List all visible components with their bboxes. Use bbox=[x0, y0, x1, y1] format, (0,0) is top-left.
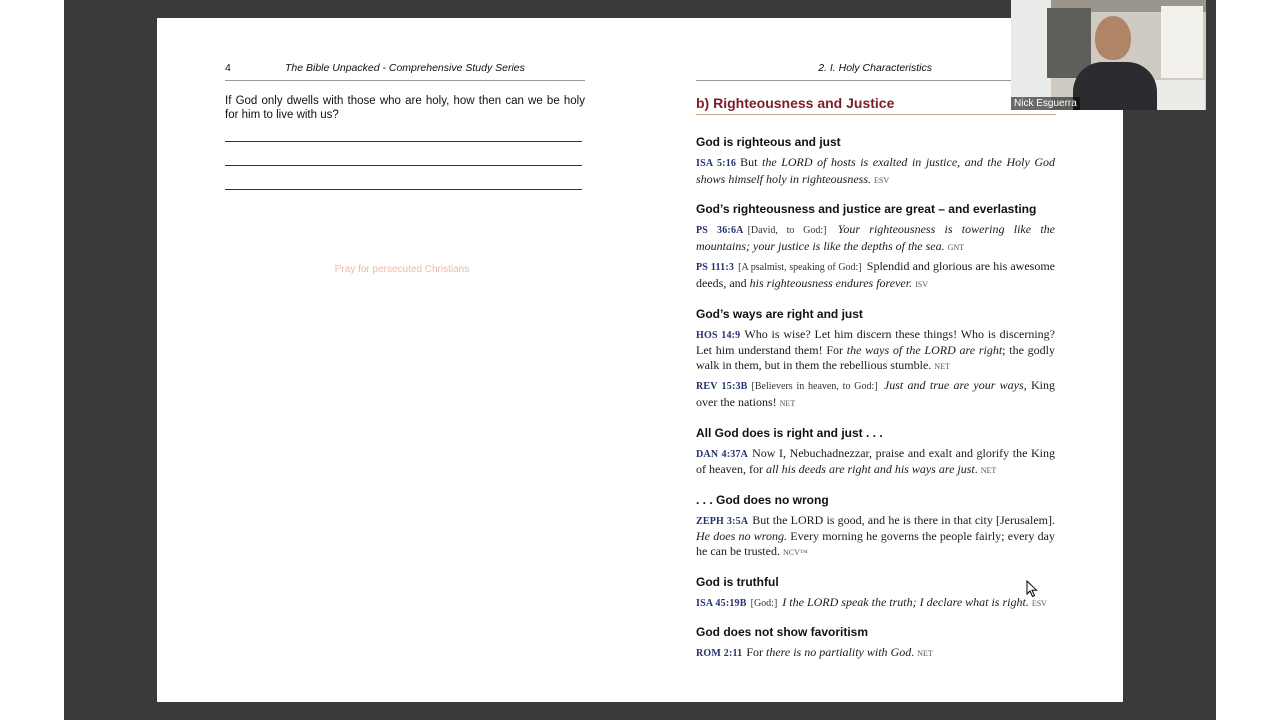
verse bbox=[696, 513, 1055, 561]
verse bbox=[696, 222, 1055, 255]
verse-group bbox=[696, 307, 1055, 412]
verse-text: He does no wrong. bbox=[696, 529, 788, 544]
verse-text: But the LORD is good, and he is there in that city bbox=[752, 512, 997, 527]
scripture-reference[interactable]: ISA 45:19B bbox=[696, 597, 747, 609]
group-heading: God does not show favoritism bbox=[696, 625, 869, 640]
cursor-arrow-icon bbox=[1026, 580, 1038, 598]
scripture-reference[interactable]: DAN 4:37A bbox=[696, 448, 749, 460]
translation-version: NCV™ bbox=[782, 547, 808, 557]
verse-text: the LORD of hosts is exalted in justice, and the Holy God shows himself holy in righteousness. bbox=[696, 155, 1055, 186]
group-heading: God is truthful bbox=[696, 574, 779, 589]
verse-text: I the LORD speak the truth; I declare what is right. bbox=[782, 594, 1029, 609]
scripture-reference[interactable]: PS 36:6A bbox=[696, 225, 744, 237]
right-page-header bbox=[696, 62, 1056, 81]
verse-text: Just and true are your ways bbox=[883, 378, 1024, 393]
verse-text: Who is wise? Let him discern these things! Who is discerning? Let him understand them! For bbox=[696, 326, 1055, 358]
verse-text: Your righteousness is towering like the mountains; your justice is like the depths of the sea. bbox=[696, 222, 1055, 253]
answer-line bbox=[225, 141, 582, 142]
scripture-reference[interactable]: ROM 2:11 bbox=[696, 648, 743, 660]
translation-version: NET bbox=[779, 398, 796, 408]
left-margin bbox=[0, 0, 64, 720]
verse bbox=[696, 378, 1055, 411]
verse-text: For bbox=[746, 645, 766, 660]
right-margin bbox=[1216, 0, 1280, 720]
group-heading: God’s ways are right and just bbox=[696, 306, 863, 321]
verse-text: . bbox=[911, 645, 915, 660]
translation-version: NET bbox=[934, 361, 950, 371]
background-window bbox=[1011, 0, 1051, 110]
series-title: The Bible Unpacked - Comprehensive Study Series bbox=[285, 62, 525, 74]
group-heading: All God does is right and just . . . bbox=[696, 425, 883, 440]
translation-version: GNT bbox=[947, 242, 965, 252]
watermark: Pray for persecuted Christians bbox=[334, 264, 470, 275]
verse-text: Every morning he governs the people fairly; every day he can be trusted. bbox=[696, 529, 1056, 558]
verse-text: ; the godly walk in them, but in them the rebellious stumble. bbox=[696, 343, 1055, 372]
section-title: b) Righteousness and Justice bbox=[696, 95, 1056, 115]
verse-context: [A psalmist, speaking of God:] bbox=[738, 262, 862, 274]
verse-group bbox=[696, 135, 1055, 188]
answer-line bbox=[225, 165, 582, 166]
participant-body bbox=[1073, 62, 1157, 110]
verse bbox=[696, 446, 1055, 479]
page-number: 4 bbox=[225, 62, 231, 74]
verse-group bbox=[696, 426, 1055, 479]
scripture-reference[interactable]: ISA 5:16 bbox=[696, 158, 737, 169]
translation-version: ISV bbox=[915, 279, 928, 289]
verse-group bbox=[696, 202, 1055, 292]
verse-context: [David, to God:] bbox=[747, 225, 827, 237]
verse-text: . bbox=[974, 462, 978, 477]
participant-face bbox=[1095, 16, 1131, 60]
verse-context: [God:] bbox=[750, 597, 778, 609]
translation-version: ESV bbox=[1031, 598, 1047, 608]
verse bbox=[696, 595, 1055, 612]
webcam-video-tile[interactable] bbox=[1011, 0, 1206, 110]
scripture-reference[interactable]: HOS 14:9 bbox=[696, 329, 741, 341]
left-page-header bbox=[225, 62, 585, 81]
verse bbox=[696, 645, 1055, 662]
group-heading: . . . God does no wrong bbox=[696, 492, 829, 507]
translation-version: NET bbox=[980, 466, 997, 476]
verse-text: all his deeds are right and his ways are just bbox=[765, 462, 975, 477]
answer-line bbox=[225, 189, 582, 190]
verse bbox=[696, 155, 1055, 188]
verse-text: But bbox=[740, 155, 762, 169]
verse-text: [Jerusalem]. bbox=[996, 512, 1055, 527]
verse-group bbox=[696, 575, 1055, 612]
verse-text: there is no partiality with God bbox=[766, 645, 912, 660]
verse-group bbox=[696, 625, 1055, 662]
group-heading: God’s righteousness and justice are great – and everlasting bbox=[696, 202, 1037, 217]
verse bbox=[696, 327, 1055, 375]
scripture-reference[interactable]: ZEPH 3:5A bbox=[696, 515, 749, 527]
verse-groups bbox=[696, 135, 1055, 676]
translation-version: ESV bbox=[874, 175, 890, 185]
translation-version: NET bbox=[917, 649, 933, 659]
participant-name-label: Nick Esguerra bbox=[1011, 97, 1080, 110]
scripture-reference[interactable]: PS 111:3 bbox=[696, 262, 735, 274]
verse bbox=[696, 259, 1055, 292]
verse-text: his righteousness endures forever. bbox=[749, 275, 913, 290]
verse-text: Splendid and glorious are his awesome deeds, and bbox=[696, 259, 1056, 290]
study-question: If God only dwells with those who are holy, how then can we be holy for him to live with us? bbox=[225, 95, 585, 121]
verse-context: [Believers in heaven, to God:] bbox=[751, 381, 878, 393]
chapter-header: 2. I. Holy Characteristics bbox=[818, 62, 932, 74]
verse-text: Now I, Nebuchadnezzar, praise and exalt and glorify the King of heaven, for bbox=[696, 445, 1055, 477]
background-window bbox=[1161, 6, 1203, 78]
scripture-reference[interactable]: REV 15:3B bbox=[696, 381, 748, 393]
document-spread bbox=[157, 18, 1123, 702]
verse-text: , King over the nations! bbox=[696, 378, 1055, 409]
group-heading: God is righteous and just bbox=[696, 135, 841, 149]
verse-group bbox=[696, 493, 1055, 561]
verse-text: the ways of the LORD are right bbox=[846, 343, 1003, 358]
